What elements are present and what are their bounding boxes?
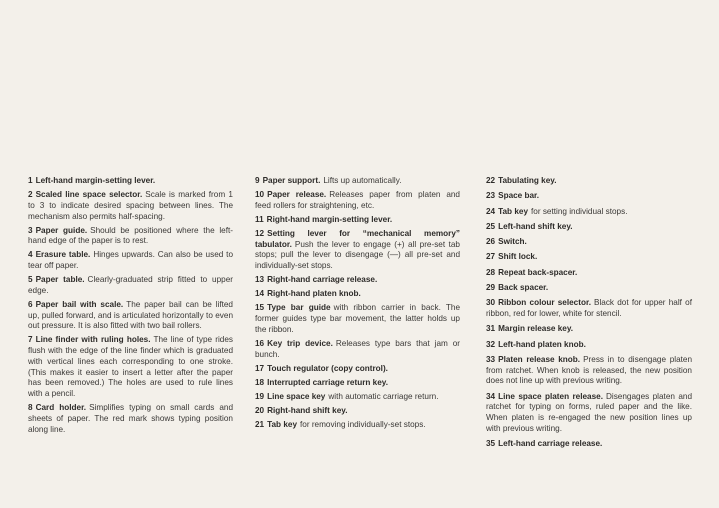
part-number: 27 [486,252,496,262]
part-number: 28 [486,267,496,277]
part-name: Touch regulator (copy control). [267,363,388,373]
part-entry-24 [486,207,692,218]
part-description: Push the lever to engage (+) all pre-set tab stops; pull the lever to disengage (—) all pre-set and individually-set stops. [255,239,460,271]
part-name: Scaled line space selector. [35,190,143,200]
part-number: 18 [255,377,265,387]
part-number: 15 [255,303,265,313]
part-entry-26 [486,237,692,248]
part-description: The line of type rides flush with the edge of the line finder which is graduated with vertical lines each corresponding to one stroke. (This makes it easier to insert a letter after the paper has been removed.) The holes are used to rule lines with a pencil. [28,335,233,398]
part-description: Releases paper from platen and feed rollers for straightening, etc. [255,190,460,210]
part-number: 35 [486,439,496,449]
part-name: Left-hand margin-setting lever. [35,176,156,185]
part-description: for setting individual stops. [531,206,628,216]
part-number: 26 [486,237,496,247]
part-name: Line finder with ruling holes. [35,335,151,345]
part-name: Left-hand platen knob. [498,339,586,349]
part-number: 14 [255,289,265,299]
part-name: Switch. [498,237,527,247]
part-entry-27 [486,252,692,263]
part-number: 8 [28,403,33,413]
part-number: 1 [28,176,33,185]
part-description: The paper bail can be lifted up, pulled forward, and is articulated horizontally to even out pressure. It is also fitted with two bail rollers. [28,299,233,331]
part-description: Should be positioned where the left-hand edge of the paper is to rest. [28,225,234,246]
part-name: Erasure table. [35,250,91,260]
part-entry-5 [28,275,233,296]
part-entry-33 [486,355,692,387]
part-name: Ribbon colour selector. [498,298,591,308]
part-name: Left-hand shift key. [498,221,573,231]
part-name: Shift lock. [498,252,538,262]
part-name: Paper table. [35,275,85,285]
part-number: 3 [28,225,33,235]
part-entry-32 [486,340,692,351]
part-name: Key trip device. [267,338,333,348]
part-description: with automatic carriage return. [328,391,439,401]
part-number: 7 [28,335,33,345]
part-name: Type bar guide [267,303,331,313]
part-name: Repeat back-spacer. [498,267,578,277]
part-number: 29 [486,283,496,293]
part-number: 16 [255,338,265,348]
part-number: 11 [255,214,264,224]
part-entry-12 [255,229,460,272]
part-entry-4 [28,250,233,271]
part-name: Paper guide. [35,225,88,235]
part-name: Back spacer. [498,283,549,293]
part-entry-2 [28,190,233,222]
part-name: Paper support. [262,176,321,185]
part-number: 12 [255,228,265,238]
part-entry-23 [486,191,692,202]
part-entry-25 [486,222,692,233]
part-number: 5 [28,275,33,285]
part-entry-11 [255,215,460,226]
part-number: 32 [486,339,496,349]
part-name: Tab key [498,206,528,216]
part-description: Lifts up automatically. [323,176,402,185]
part-entry-30 [486,298,692,319]
part-entry-31 [486,324,692,335]
part-name: Paper bail with scale. [35,299,124,309]
part-name: Line space key [267,391,326,401]
part-entry-8 [28,403,233,435]
part-description: Press in to disengage platen from ratchet. When knob is released, the new position does not line up with previous writing. [486,354,693,386]
part-entry-10 [255,190,460,211]
part-number: 30 [486,298,496,308]
part-name: Paper release. [267,190,327,200]
part-entry-7 [28,335,233,399]
part-number: 13 [255,275,265,285]
part-name: Right-hand platen knob. [267,289,361,299]
part-name: Setting lever for “mechanical memory” tabulator. [255,228,460,249]
part-description: with ribbon carrier in back. The former guides type bar movement, the latter holds up the ribbon. [255,303,461,334]
part-number: 19 [255,391,265,401]
part-description: Black dot for upper half of ribbon, red for lower, white for stencil. [486,298,692,319]
part-entry-34 [486,392,692,435]
part-number: 20 [255,405,265,415]
part-name: Right-hand margin-setting lever. [266,214,393,224]
part-entry-28 [486,268,692,279]
part-description: for removing individually-set stops. [300,420,426,430]
part-entry-22 [486,176,692,187]
part-entry-29 [486,283,692,294]
part-name: Platen release knob. [498,354,581,364]
part-entry-3 [28,226,233,247]
part-number: 33 [486,354,496,364]
part-entry-20 [255,406,460,417]
part-name: Margin release key. [498,324,574,334]
part-name: Line space platen release. [498,391,603,401]
part-number: 2 [28,190,33,200]
part-entry-18 [255,378,460,389]
part-number: 31 [486,324,496,334]
part-description: Scale is marked from 1 to 3 to indicate desired spacing between lines. The mechanism also permits half-spacing. [28,190,233,221]
part-number: 23 [486,191,496,201]
part-entry-19 [255,392,460,403]
part-number: 34 [486,391,496,401]
part-entry-17 [255,364,460,375]
parts-column-1 [28,176,233,439]
part-entry-35 [486,439,692,450]
part-number: 6 [28,299,33,309]
part-number: 22 [486,176,496,185]
part-name: Left-hand carriage release. [498,439,603,449]
part-description: Releases type bars that jam or bunch. [255,338,460,359]
part-number: 25 [486,221,496,231]
part-entry-15 [255,303,460,335]
part-entry-14 [255,289,460,300]
parts-column-2 [255,176,460,434]
part-number: 4 [28,250,33,260]
part-name: Card holder. [35,403,87,413]
part-name: Right-hand carriage release. [267,275,378,285]
part-entry-6 [28,300,233,332]
part-name: Tab key [267,420,297,430]
part-entry-13 [255,275,460,286]
part-number: 17 [255,363,265,373]
part-description: Simplifies typing on small cards and sheets of paper. The red mark shows typing position along line. [28,403,233,434]
parts-column-3 [486,176,692,454]
part-entry-16 [255,339,460,360]
part-number: 21 [255,420,265,430]
part-entry-1 [28,176,233,187]
part-number: 24 [486,206,496,216]
part-name: Tabulating key. [498,176,557,185]
part-name: Right-hand shift key. [267,405,348,415]
part-name: Space bar. [498,191,540,201]
part-description: Hinges upwards. Can also be used to tear off paper. [28,250,234,271]
part-description: Disengages platen and ratchet for typing on forms, ruled paper and the like. When platen is re-engaged the new position lines up with previous writing. [486,391,692,433]
part-description: Clearly-graduated strip fitted to upper edge. [28,275,233,295]
part-entry-21 [255,420,460,431]
part-name: Interrupted carriage return key. [267,377,388,387]
part-entry-9 [255,176,460,187]
part-number: 10 [255,190,265,200]
part-number: 9 [255,176,260,185]
